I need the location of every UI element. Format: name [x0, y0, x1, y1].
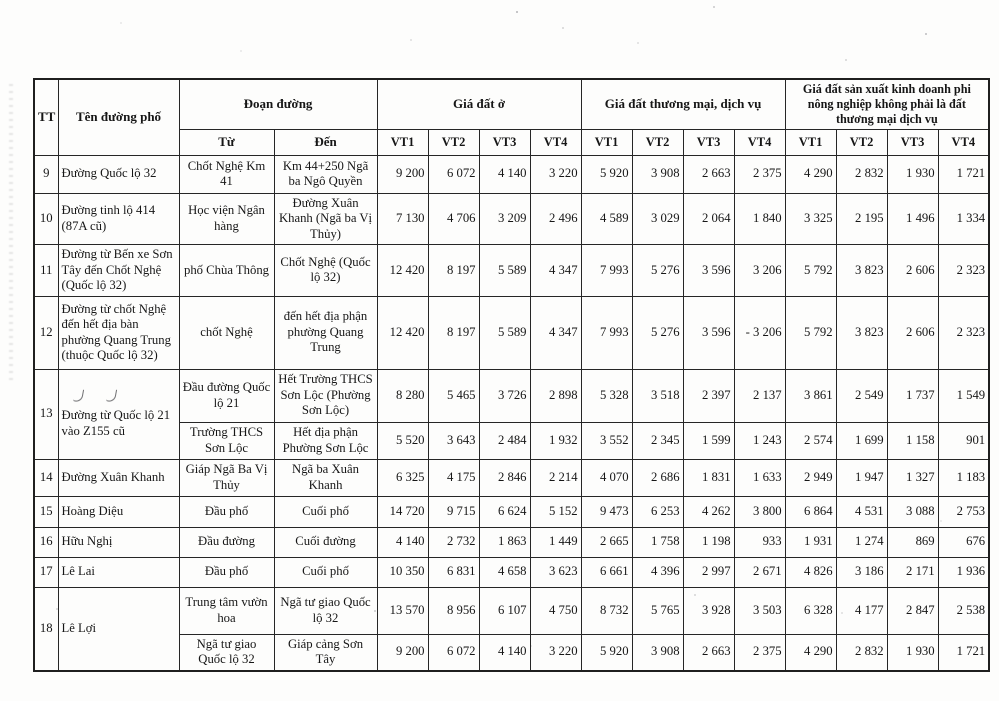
- header-res-vt1: VT1: [377, 129, 428, 155]
- price-cell-residential-vt2: 6 831: [428, 557, 479, 587]
- price-cell-residential-vt3: 4 140: [479, 155, 530, 193]
- price-cell-commercial-vt3: 1 831: [683, 459, 734, 496]
- price-cell-production-vt3: 2 606: [887, 245, 938, 296]
- header-row-groups: [34, 79, 989, 129]
- price-cell-commercial-vt1: 6 661: [581, 557, 632, 587]
- price-cell-production-vt2: 3 823: [836, 245, 887, 296]
- price-cell-residential-vt1: 10 350: [377, 557, 428, 587]
- price-cell-production-vt3: 2 171: [887, 557, 938, 587]
- price-cell-residential-vt4: 1 449: [530, 527, 581, 557]
- table-row: [34, 496, 989, 527]
- price-cell-residential-vt3: 6 107: [479, 587, 530, 634]
- price-cell-commercial-vt4: 1 633: [734, 459, 785, 496]
- price-cell-production-vt1: 4 290: [785, 155, 836, 193]
- price-cell-commercial-vt1: 4 589: [581, 193, 632, 244]
- price-cell-residential-vt4: 3 623: [530, 557, 581, 587]
- price-cell-commercial-vt3: 4 262: [683, 496, 734, 527]
- price-cell-residential-vt2: 9 715: [428, 496, 479, 527]
- price-cell-residential-vt1: 12 420: [377, 296, 428, 369]
- price-cell-residential-vt1: 6 325: [377, 459, 428, 496]
- table-row: [34, 245, 989, 296]
- price-cell-residential-vt2: 4 175: [428, 459, 479, 496]
- price-cell-residential-vt2: 8 197: [428, 296, 479, 369]
- price-cell-commercial-vt3: 2 997: [683, 557, 734, 587]
- from-cell: phố Chùa Thông: [179, 245, 274, 296]
- price-cell-commercial-vt4: 2 375: [734, 634, 785, 670]
- price-cell-commercial-vt2: 3 908: [632, 155, 683, 193]
- price-cell-commercial-vt4: 933: [734, 527, 785, 557]
- price-cell-residential-vt2: 8 956: [428, 587, 479, 634]
- price-cell-production-vt3: 869: [887, 527, 938, 557]
- price-cell-commercial-vt4: 2 137: [734, 369, 785, 422]
- price-cell-production-vt3: 1 158: [887, 422, 938, 459]
- price-cell-commercial-vt4: 1 243: [734, 422, 785, 459]
- header-group-commercial: Giá đất thương mại, dịch vụ: [581, 79, 785, 129]
- price-cell-commercial-vt2: 5 765: [632, 587, 683, 634]
- price-cell-production-vt1: 2 949: [785, 459, 836, 496]
- price-cell-production-vt4: 2 323: [938, 296, 989, 369]
- price-cell-residential-vt2: 5 465: [428, 369, 479, 422]
- price-cell-production-vt2: 2 549: [836, 369, 887, 422]
- price-cell-production-vt2: 2 832: [836, 634, 887, 670]
- price-cell-residential-vt4: 4 347: [530, 245, 581, 296]
- price-cell-production-vt3: 2 847: [887, 587, 938, 634]
- price-cell-residential-vt2: 8 197: [428, 245, 479, 296]
- price-cell-commercial-vt2: 4 396: [632, 557, 683, 587]
- price-cell-production-vt4: 1 183: [938, 459, 989, 496]
- to-cell: Chốt Nghệ (Quốc lộ 32): [274, 245, 377, 296]
- to-cell: Cuối đường: [274, 527, 377, 557]
- price-cell-production-vt2: 3 823: [836, 296, 887, 369]
- price-cell-commercial-vt2: 3 908: [632, 634, 683, 670]
- price-cell-production-vt4: 901: [938, 422, 989, 459]
- price-cell-residential-vt3: 4 658: [479, 557, 530, 587]
- header-to: Đến: [274, 129, 377, 155]
- price-cell-production-vt1: 5 792: [785, 296, 836, 369]
- price-cell-residential-vt4: 3 220: [530, 634, 581, 670]
- to-cell: Cuối phố: [274, 496, 377, 527]
- price-cell-residential-vt4: 3 220: [530, 155, 581, 193]
- street-cell: Đường tinh lộ 414 (87A cũ): [58, 193, 179, 244]
- tt-cell: 9: [34, 155, 58, 193]
- from-cell: Giáp Ngã Ba Vị Thủy: [179, 459, 274, 496]
- table-row: [34, 527, 989, 557]
- price-cell-production-vt1: 4 290: [785, 634, 836, 670]
- table-row: [34, 459, 989, 496]
- price-cell-residential-vt3: 2 484: [479, 422, 530, 459]
- price-cell-production-vt4: 1 721: [938, 155, 989, 193]
- price-cell-commercial-vt1: 5 920: [581, 155, 632, 193]
- price-cell-production-vt3: 1 930: [887, 634, 938, 670]
- price-cell-production-vt3: 2 606: [887, 296, 938, 369]
- tt-cell: 16: [34, 527, 58, 557]
- price-cell-residential-vt2: 2 732: [428, 527, 479, 557]
- price-cell-residential-vt4: 2 496: [530, 193, 581, 244]
- price-cell-commercial-vt1: 5 328: [581, 369, 632, 422]
- header-com-vt3: VT3: [683, 129, 734, 155]
- price-cell-residential-vt2: 6 072: [428, 634, 479, 670]
- price-cell-commercial-vt1: 8 732: [581, 587, 632, 634]
- to-cell: Hết địa phận Phường Sơn Lộc: [274, 422, 377, 459]
- price-cell-residential-vt3: 4 140: [479, 634, 530, 670]
- price-cell-production-vt2: 1 699: [836, 422, 887, 459]
- price-cell-commercial-vt2: 5 276: [632, 245, 683, 296]
- price-cell-commercial-vt3: 1 198: [683, 527, 734, 557]
- table-row: [34, 587, 989, 634]
- header-com-vt1: VT1: [581, 129, 632, 155]
- header-prod-vt1: VT1: [785, 129, 836, 155]
- price-cell-production-vt1: 6 328: [785, 587, 836, 634]
- table-row: [34, 155, 989, 193]
- price-cell-production-vt2: 2 195: [836, 193, 887, 244]
- header-res-vt2: VT2: [428, 129, 479, 155]
- header-com-vt4: VT4: [734, 129, 785, 155]
- price-cell-commercial-vt4: 3 503: [734, 587, 785, 634]
- from-cell: Học viện Ngân hàng: [179, 193, 274, 244]
- price-cell-commercial-vt4: 2 671: [734, 557, 785, 587]
- price-cell-production-vt3: 1 496: [887, 193, 938, 244]
- price-cell-commercial-vt4: 1 840: [734, 193, 785, 244]
- price-cell-commercial-vt4: 3 800: [734, 496, 785, 527]
- price-cell-production-vt4: 1 721: [938, 634, 989, 670]
- street-cell: Lê Lai: [58, 557, 179, 587]
- price-cell-commercial-vt1: 5 920: [581, 634, 632, 670]
- from-cell: Đầu phố: [179, 496, 274, 527]
- price-cell-commercial-vt3: 2 663: [683, 155, 734, 193]
- header-street: Tên đường phố: [58, 79, 179, 155]
- price-cell-residential-vt1: 5 520: [377, 422, 428, 459]
- price-cell-production-vt2: 2 832: [836, 155, 887, 193]
- price-cell-production-vt1: 6 864: [785, 496, 836, 527]
- price-cell-residential-vt1: 8 280: [377, 369, 428, 422]
- price-cell-commercial-vt1: 3 552: [581, 422, 632, 459]
- price-cell-production-vt2: 1 274: [836, 527, 887, 557]
- street-cell: Đường từ chốt Nghệ đến hết địa bàn phường Quang Trung (thuộc Quốc lộ 32): [58, 296, 179, 369]
- header-from: Từ: [179, 129, 274, 155]
- from-cell: Đầu đường: [179, 527, 274, 557]
- to-cell: Hết Trường THCS Sơn Lộc (Phường Sơn Lộc): [274, 369, 377, 422]
- street-cell: Đường Quốc lộ 32: [58, 155, 179, 193]
- street-cell: Hoàng Diệu: [58, 496, 179, 527]
- tt-cell: 13: [34, 369, 58, 459]
- price-cell-residential-vt4: 5 152: [530, 496, 581, 527]
- price-cell-commercial-vt4: 3 206: [734, 245, 785, 296]
- price-cell-production-vt1: 3 325: [785, 193, 836, 244]
- price-cell-production-vt1: 3 861: [785, 369, 836, 422]
- header-group-production: Giá đất sản xuất kinh doanh phi nông nghiệp không phải là đất thương mại dịch vụ: [785, 79, 989, 129]
- price-cell-residential-vt4: 2 898: [530, 369, 581, 422]
- price-cell-commercial-vt1: 7 993: [581, 245, 632, 296]
- price-cell-residential-vt1: 12 420: [377, 245, 428, 296]
- table-row: [34, 296, 989, 369]
- price-cell-commercial-vt2: 5 276: [632, 296, 683, 369]
- price-cell-production-vt4: 1 334: [938, 193, 989, 244]
- price-cell-commercial-vt3: 2 064: [683, 193, 734, 244]
- price-cell-production-vt3: 1 930: [887, 155, 938, 193]
- price-cell-production-vt4: 676: [938, 527, 989, 557]
- price-cell-production-vt4: 2 323: [938, 245, 989, 296]
- price-cell-production-vt1: 1 931: [785, 527, 836, 557]
- price-cell-commercial-vt3: 2 663: [683, 634, 734, 670]
- to-cell: Ngã tư giao Quốc lộ 32: [274, 587, 377, 634]
- price-cell-residential-vt3: 3 726: [479, 369, 530, 422]
- tt-cell: 15: [34, 496, 58, 527]
- price-cell-residential-vt1: 13 570: [377, 587, 428, 634]
- price-cell-residential-vt4: 1 932: [530, 422, 581, 459]
- table-row: [34, 193, 989, 244]
- land-price-table: [33, 78, 990, 672]
- price-cell-commercial-vt4: 2 375: [734, 155, 785, 193]
- price-cell-residential-vt4: 4 347: [530, 296, 581, 369]
- price-cell-residential-vt1: 9 200: [377, 155, 428, 193]
- scan-noise: [0, 0, 2, 2]
- price-cell-production-vt1: 4 826: [785, 557, 836, 587]
- price-cell-residential-vt2: 4 706: [428, 193, 479, 244]
- tt-cell: 10: [34, 193, 58, 244]
- tt-cell: 17: [34, 557, 58, 587]
- price-cell-commercial-vt3: 3 596: [683, 296, 734, 369]
- street-cell: Đường Xuân Khanh: [58, 459, 179, 496]
- price-cell-production-vt1: 5 792: [785, 245, 836, 296]
- header-res-vt3: VT3: [479, 129, 530, 155]
- scan-edge-streak: [9, 84, 13, 384]
- tt-cell: 12: [34, 296, 58, 369]
- to-cell: Đường Xuân Khanh (Ngã ba Vị Thủy): [274, 193, 377, 244]
- from-cell: Trung tâm vườn hoa: [179, 587, 274, 634]
- to-cell: Giáp cảng Sơn Tây: [274, 634, 377, 670]
- price-cell-residential-vt4: 4 750: [530, 587, 581, 634]
- price-cell-residential-vt3: 6 624: [479, 496, 530, 527]
- street-cell: Hữu Nghị: [58, 527, 179, 557]
- street-name: Đường từ Quốc lộ 21 vào Z155 cũ: [61, 408, 171, 438]
- to-cell: Km 44+250 Ngã ba Ngô Quyền: [274, 155, 377, 193]
- price-cell-residential-vt3: 5 589: [479, 245, 530, 296]
- price-cell-residential-vt1: 9 200: [377, 634, 428, 670]
- from-cell: Ngã tư giao Quốc lộ 32: [179, 634, 274, 670]
- price-cell-production-vt2: 4 531: [836, 496, 887, 527]
- from-cell: Đầu phố: [179, 557, 274, 587]
- header-prod-vt3: VT3: [887, 129, 938, 155]
- price-cell-residential-vt3: 3 209: [479, 193, 530, 244]
- price-cell-residential-vt4: 2 214: [530, 459, 581, 496]
- price-cell-residential-vt1: 14 720: [377, 496, 428, 527]
- header-prod-vt2: VT2: [836, 129, 887, 155]
- price-cell-commercial-vt2: 6 253: [632, 496, 683, 527]
- price-cell-commercial-vt4: - 3 206: [734, 296, 785, 369]
- price-cell-commercial-vt2: 2 686: [632, 459, 683, 496]
- price-cell-residential-vt3: 5 589: [479, 296, 530, 369]
- price-cell-commercial-vt3: 1 599: [683, 422, 734, 459]
- price-cell-commercial-vt1: 9 473: [581, 496, 632, 527]
- price-cell-commercial-vt2: 1 758: [632, 527, 683, 557]
- price-cell-commercial-vt1: 4 070: [581, 459, 632, 496]
- price-cell-production-vt3: 1 737: [887, 369, 938, 422]
- table-row: [34, 369, 989, 422]
- street-cell: Đường từ Bến xe Sơn Tây đến Chốt Nghệ (Quốc lộ 32): [58, 245, 179, 296]
- header-prod-vt4: VT4: [938, 129, 989, 155]
- price-cell-production-vt3: 3 088: [887, 496, 938, 527]
- price-cell-commercial-vt2: 2 345: [632, 422, 683, 459]
- price-cell-residential-vt3: 1 863: [479, 527, 530, 557]
- header-tt: TT: [34, 79, 58, 155]
- header-res-vt4: VT4: [530, 129, 581, 155]
- price-cell-production-vt4: 1 936: [938, 557, 989, 587]
- from-cell: Trường THCS Sơn Lộc: [179, 422, 274, 459]
- price-cell-production-vt3: 1 327: [887, 459, 938, 496]
- from-cell: Đầu đường Quốc lộ 21: [179, 369, 274, 422]
- price-cell-residential-vt1: 4 140: [377, 527, 428, 557]
- to-cell: Ngã ba Xuân Khanh: [274, 459, 377, 496]
- price-cell-residential-vt2: 6 072: [428, 155, 479, 193]
- to-cell: Cuối phố: [274, 557, 377, 587]
- price-cell-commercial-vt2: 3 518: [632, 369, 683, 422]
- table-row: [34, 557, 989, 587]
- price-cell-production-vt2: 1 947: [836, 459, 887, 496]
- header-com-vt2: VT2: [632, 129, 683, 155]
- price-cell-commercial-vt2: 3 029: [632, 193, 683, 244]
- price-cell-commercial-vt3: 3 928: [683, 587, 734, 634]
- price-cell-production-vt2: 3 186: [836, 557, 887, 587]
- street-cell: [58, 369, 179, 459]
- price-cell-residential-vt3: 2 846: [479, 459, 530, 496]
- header-segment: Đoạn đường: [179, 79, 377, 129]
- price-cell-commercial-vt1: 7 993: [581, 296, 632, 369]
- tt-cell: 18: [34, 587, 58, 670]
- price-cell-commercial-vt3: 3 596: [683, 245, 734, 296]
- price-cell-production-vt2: 4 177: [836, 587, 887, 634]
- handwriting-smudge: [74, 389, 176, 405]
- price-cell-production-vt4: 1 549: [938, 369, 989, 422]
- price-cell-residential-vt1: 7 130: [377, 193, 428, 244]
- price-cell-production-vt4: 2 753: [938, 496, 989, 527]
- header-group-residential: Giá đất ở: [377, 79, 581, 129]
- from-cell: Chốt Nghệ Km 41: [179, 155, 274, 193]
- tt-cell: 11: [34, 245, 58, 296]
- street-cell: Lê Lợi: [58, 587, 179, 670]
- price-cell-residential-vt2: 3 643: [428, 422, 479, 459]
- from-cell: chốt Nghệ: [179, 296, 274, 369]
- price-cell-production-vt1: 2 574: [785, 422, 836, 459]
- price-cell-production-vt4: 2 538: [938, 587, 989, 634]
- to-cell: đến hết địa phận phường Quang Trung: [274, 296, 377, 369]
- tt-cell: 14: [34, 459, 58, 496]
- price-cell-commercial-vt1: 2 665: [581, 527, 632, 557]
- table-body: [34, 155, 989, 670]
- price-cell-commercial-vt3: 2 397: [683, 369, 734, 422]
